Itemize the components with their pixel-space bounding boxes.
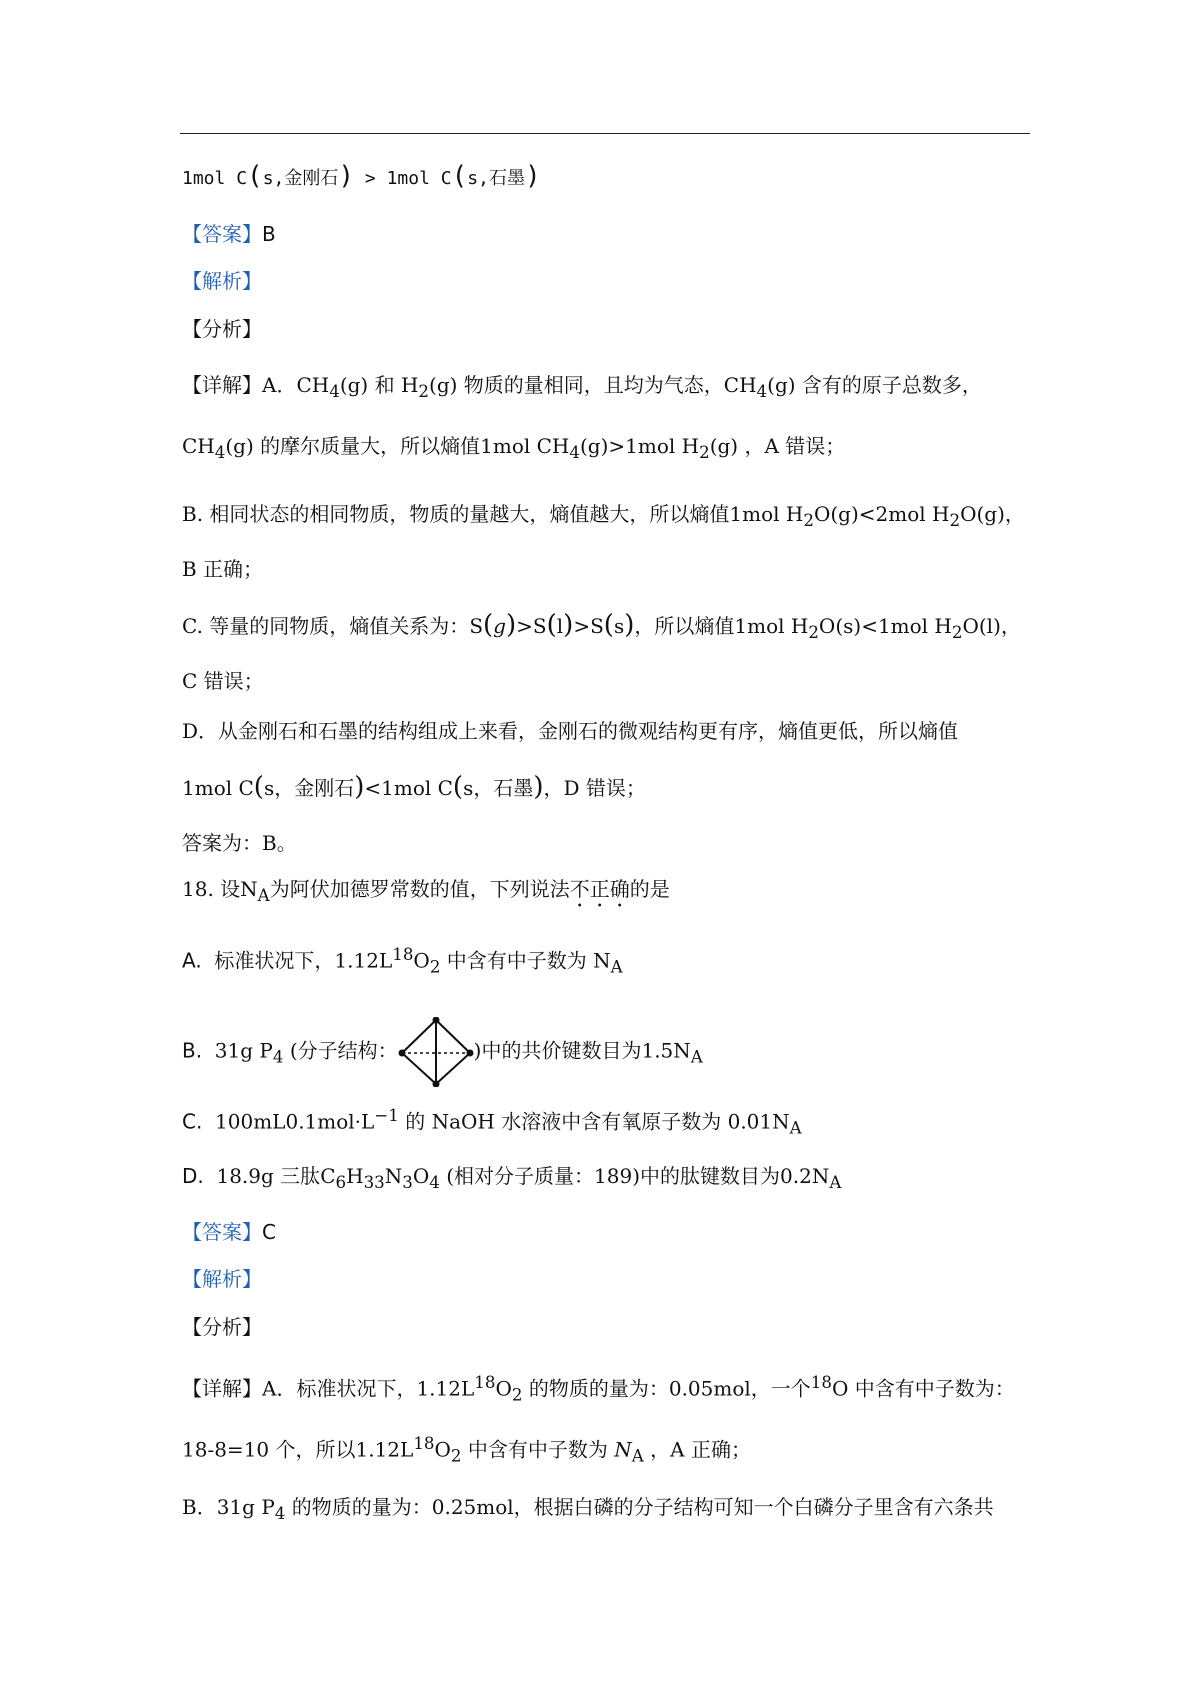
p4-structure-diagram <box>398 1017 474 1087</box>
q18-fenxi: 【分析】 <box>182 1315 262 1339</box>
q17-b-line1: B. 相同状态的相同物质，物质的量越大，熵值越大，所以熵值1mol $H_2O(g)<2mol$ $H_2O(g)$， <box>182 502 1025 530</box>
q17-d-line1: D．从金刚石和石墨的结构组成上来看，金刚石的微观结构更有序，熵值更低，所以熵值 <box>182 719 959 743</box>
q17-conclusion: 答案为：B。 <box>182 831 297 855</box>
q17-a-line1: 【详解】A．$CH_4(g)$ 和 $H_2(g)$ 物质的量相同，且均为气态，$CH_4(g)$ 含有的原子总数多， <box>182 373 982 401</box>
top-formula: 1mol C(s,金刚石) > 1mol C(s,石墨) <box>182 161 541 191</box>
q17-b-line2: B 正确； <box>182 557 264 581</box>
q17-d-line2: 1mol C(s，金刚石)<1mol C(s，石墨)，D 错误； <box>182 772 646 802</box>
q18-b-line1: B．31g $P_4$ 的物质的量为：0.25mol，根据白磷的分子结构可知一个白磷分子里含有六条共 <box>182 1495 994 1523</box>
q18-a-line2: 18-8=10 个，所以$1.12L^{18}O_2$ 中含有中子数为 $N_A$ ，A 正确； <box>182 1434 751 1466</box>
q18-answer: 【答案】C <box>182 1220 276 1244</box>
q18-analysis-label: 【解析】 <box>182 1267 262 1291</box>
q18-option-b: B. 31g $P_4$ (分子结构： )中的共价键数目为$1.5N_A$ <box>182 1017 703 1087</box>
q17-analysis-label: 【解析】 <box>182 269 262 293</box>
q18-option-a: A. 标准状况下，$1.12L^{18}O_2$ 中含有中子数为 $N_A$ <box>182 945 623 977</box>
q17-a-line2: $CH_4(g)$ 的摩尔质量大，所以熵值1mol $CH_4(g)>1mol$ $H_2(g)$ ，A 错误； <box>182 434 846 462</box>
q17-answer: 【答案】B <box>182 222 276 246</box>
q17-c-line1: C. 等量的同物质，熵值关系为：S(g)>S(l)>S(s)，所以熵值1mol $H_2O(s)<1mol$ $H_2O(l)$， <box>182 610 1021 642</box>
q18-stem: 18. 设$N_A$为阿伏加德罗常数的值，下列说法不正确的是 <box>182 877 670 905</box>
q18-option-d: D. 18.9g 三肽$C_6H_{33}N_3O_4$ (相对分子质量：189)中的肽键数目为$0.2N_A$ <box>182 1164 842 1192</box>
header-rule <box>180 133 1030 134</box>
q17-c-line2: C 错误； <box>182 669 264 693</box>
q18-a-line1: 【详解】A．标准状况下，$1.12L^{18}O_2$ 的物质的量为：0.05mol，一个$^{18}$O 中含有中子数为： <box>182 1373 1015 1405</box>
q17-fenxi: 【分析】 <box>182 317 262 341</box>
q18-option-c: C. $100mL0.1mol\cdot L^{-1}$ 的 NaOH 水溶液中含有氧原子数为 $0.01N_A$ <box>182 1106 802 1138</box>
